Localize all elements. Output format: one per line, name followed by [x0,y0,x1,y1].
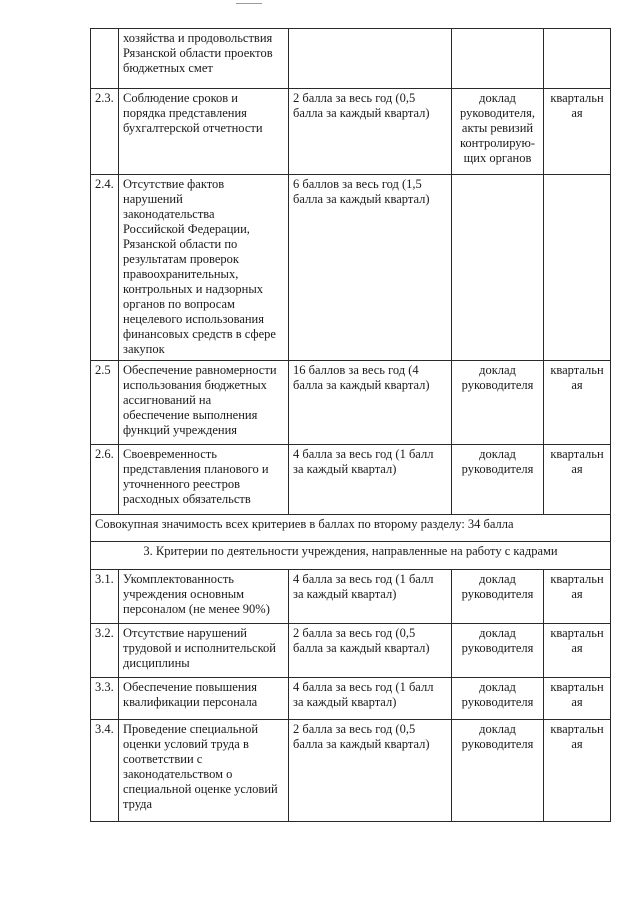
table-row [91,89,611,175]
criterion-text: Отсутствие фактов нарушений законодательства Российской Федерации, Рязанской области по результатам проверок правоохранительных, контрольных и надзорных органов по вопросам нецелевого использования финансовых средств в сфере закупок [119,175,289,361]
score-value: 6 баллов за весь год (1,5 балла за каждый квартал) [289,175,452,361]
score-value: 4 балла за весь год (1 балл за каждый квартал) [289,445,452,515]
data-source [452,175,544,361]
table-row [91,570,611,624]
report-period: квартальная [544,624,611,678]
score-value: 2 балла за весь год (0,5 балла за каждый квартал) [289,720,452,822]
score-value: 2 балла за весь год (0,5 балла за каждый квартал) [289,624,452,678]
criterion-text: Отсутствие нарушений трудовой и исполнительской дисциплины [119,624,289,678]
data-source [452,29,544,89]
table-row [91,720,611,822]
data-source: доклад руководителя, акты ревизий контролирую- щих органов [452,89,544,175]
report-period [544,175,611,361]
row-number [91,29,119,89]
row-number: 2.3. [91,89,119,175]
row-number: 2.6. [91,445,119,515]
row-number: 3.4. [91,720,119,822]
row-number: 2.4. [91,175,119,361]
section-summary-row [91,515,611,542]
table-row [91,361,611,445]
section-title: 3. Критерии по деятельности учреждения, направленные на работу с кадрами [91,542,611,570]
table-row [91,624,611,678]
report-period [544,29,611,89]
data-source: доклад руководителя [452,445,544,515]
report-period: квартальная [544,445,611,515]
report-period: квартальная [544,678,611,720]
criterion-text: Соблюдение сроков и порядка представления бухгалтерской отчетности [119,89,289,175]
row-number: 2.5 [91,361,119,445]
page-top-mark [236,3,262,4]
criterion-text: Обеспечение равномерности использования бюджетных ассигнований на обеспечение выполнения функций учреждения [119,361,289,445]
row-number: 3.3. [91,678,119,720]
data-source: доклад руководителя [452,624,544,678]
criterion-text: Обеспечение повышения квалификации персонала [119,678,289,720]
row-number: 3.1. [91,570,119,624]
row-number: 3.2. [91,624,119,678]
data-source: доклад руководителя [452,720,544,822]
data-source: доклад руководителя [452,361,544,445]
criterion-text: Проведение специальной оценки условий труда в соответствии с законодательством о специальной оценке условий труда [119,720,289,822]
score-value: 4 балла за весь год (1 балл за каждый квартал) [289,570,452,624]
table-row [91,445,611,515]
criterion-text: Своевременность представления планового и уточненного реестров расходных обязательств [119,445,289,515]
table-row [91,175,611,361]
report-period: квартальная [544,89,611,175]
report-period: квартальная [544,361,611,445]
score-value: 4 балла за весь год (1 балл за каждый квартал) [289,678,452,720]
score-value: 2 балла за весь год (0,5 балла за каждый квартал) [289,89,452,175]
criterion-text: хозяйства и продовольствия Рязанской области проектов бюджетных смет [119,29,289,89]
table-row-continuation [91,29,611,89]
data-source: доклад руководителя [452,678,544,720]
data-source: доклад руководителя [452,570,544,624]
criteria-table [90,28,611,822]
section-summary: Совокупная значимость всех критериев в баллах по второму разделу: 34 балла [91,515,611,542]
criterion-text: Укомплектованность учреждения основным персоналом (не менее 90%) [119,570,289,624]
score-value: 16 баллов за весь год (4 балла за каждый квартал) [289,361,452,445]
table-row [91,678,611,720]
report-period: квартальная [544,570,611,624]
score-value [289,29,452,89]
report-period: квартальная [544,720,611,822]
section-title-row [91,542,611,570]
